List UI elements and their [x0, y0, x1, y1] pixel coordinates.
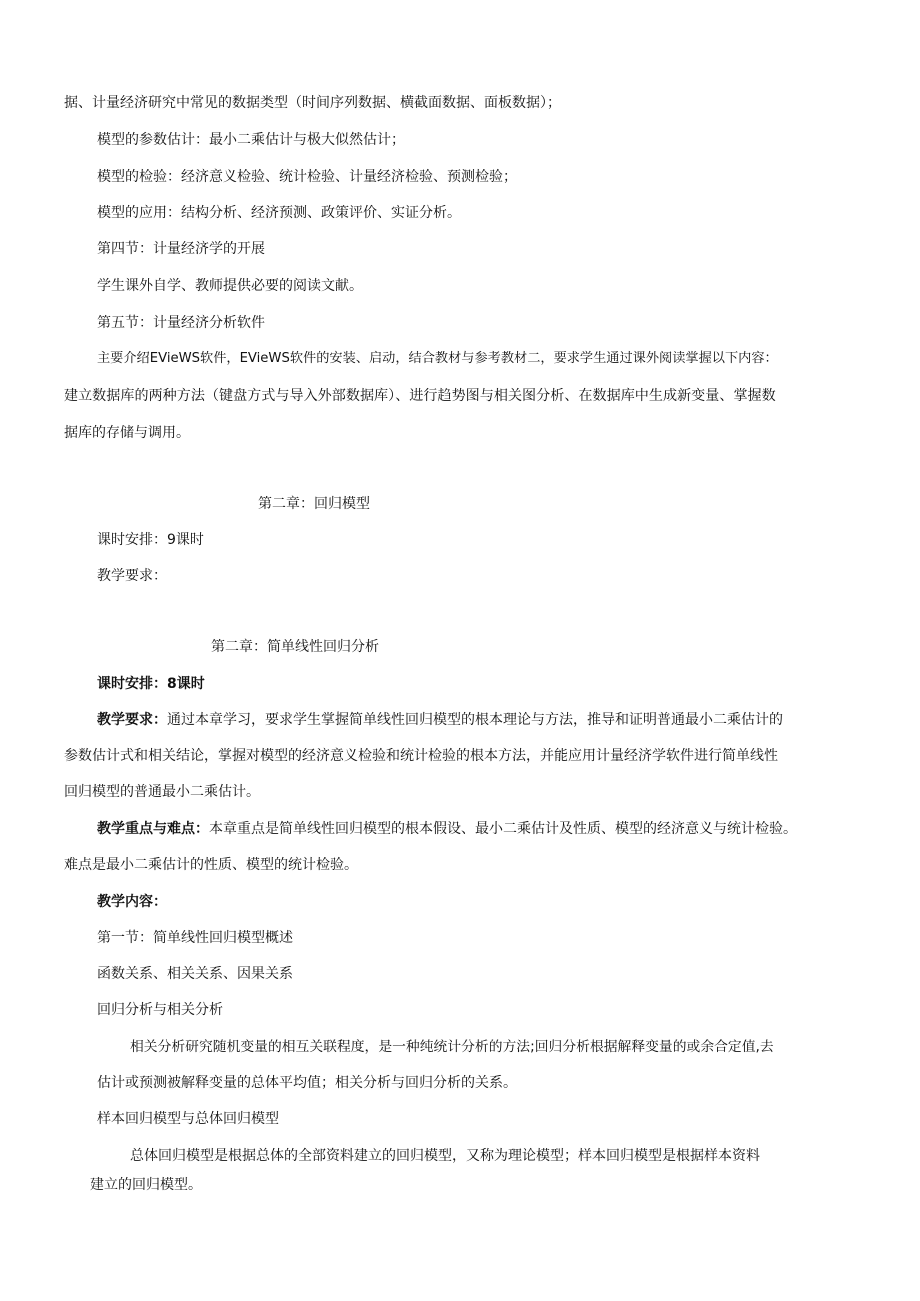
text-line: 模型的应用：结构分析、经济预测、政策评价、实证分析。: [97, 205, 461, 221]
text-line: 课时安排：9课时: [97, 532, 204, 548]
requirement-text: 通过本章学习，要求学生掌握简单线性回归模型的根本理论与方法，推导和证明普通最小二乘估计的: [167, 712, 783, 728]
text-line: [97, 819, 797, 839]
section-heading: 第五节：计量经济分析软件: [97, 315, 265, 331]
text-line: [97, 710, 783, 730]
requirement-label: 教学要求：: [97, 712, 167, 728]
text-line: 建立的回归模型。: [90, 1177, 202, 1193]
chapter-title: 第二章：简单线性回归分析: [211, 639, 379, 655]
text-line: 参数估计式和相关结论，掌握对模型的经济意义检验和统计检验的根本方法，并能应用计量经济学软件进行简单线性: [64, 748, 778, 764]
text-line: 相关分析研究随机变量的相互关联程度，是一种纯统计分析的方法;回归分析根据解释变量的或余合定值,去: [130, 1039, 774, 1055]
section-heading: 第一节：简单线性回归模型概述: [97, 930, 293, 946]
text-line: 主要介绍EVieWS软件，EVieWS软件的安装、启动，结合教材与参考教材二，要求学生通过课外阅读掌握以下内容：: [97, 351, 778, 366]
text-line: 学生课外自学、教师提供必要的阅读文献。: [97, 278, 363, 294]
section-heading: 第四节：计量经济学的开展: [97, 241, 265, 257]
text-line: 难点是最小二乘估计的性质、模型的统计检验。: [64, 857, 358, 873]
text-line: 回归分析与相关分析: [97, 1002, 223, 1018]
text-line: 样本回归模型与总体回归模型: [97, 1111, 279, 1127]
text-line: 模型的参数估计：最小二乘估计与极大似然估计；: [97, 132, 405, 148]
text-line: 建立数据库的两种方法（键盘方式与导入外部数据库）、进行趋势图与相关图分析、在数据库中生成新变量、掌握数: [64, 388, 776, 404]
hours-value: 8课时: [167, 676, 205, 692]
text-line: 模型的检验：经济意义检验、统计检验、计量经济检验、预测检验；: [97, 169, 517, 185]
text-line: 回归模型的普通最小二乘估计。: [64, 784, 260, 800]
text-line: 估计或预测被解释变量的总体平均值；相关分析与回归分析的关系。: [97, 1075, 517, 1091]
content-label: 教学内容：: [97, 894, 167, 910]
chapter-title: 第二章：回归模型: [258, 496, 370, 512]
text-line: 总体回归模型是根据总体的全部资料建立的回归模型，又称为理论模型；样本回归模型是根据样本资料: [130, 1148, 760, 1164]
text-line: [97, 674, 205, 694]
hours-label: 课时安排：: [97, 676, 167, 692]
key-points-text: 本章重点是简单线性回归模型的根本假设、最小二乘估计及性质、模型的经济意义与统计检验。: [209, 821, 797, 837]
text-line: 函数关系、相关关系、因果关系: [97, 966, 293, 982]
text-line: 教学要求：: [97, 568, 167, 584]
key-points-label: 教学重点与难点：: [97, 821, 209, 837]
text-line: 据、计量经济研究中常见的数据类型（时间序列数据、横截面数据、面板数据）；: [64, 95, 561, 111]
text-line: 据库的存储与调用。: [64, 425, 190, 441]
